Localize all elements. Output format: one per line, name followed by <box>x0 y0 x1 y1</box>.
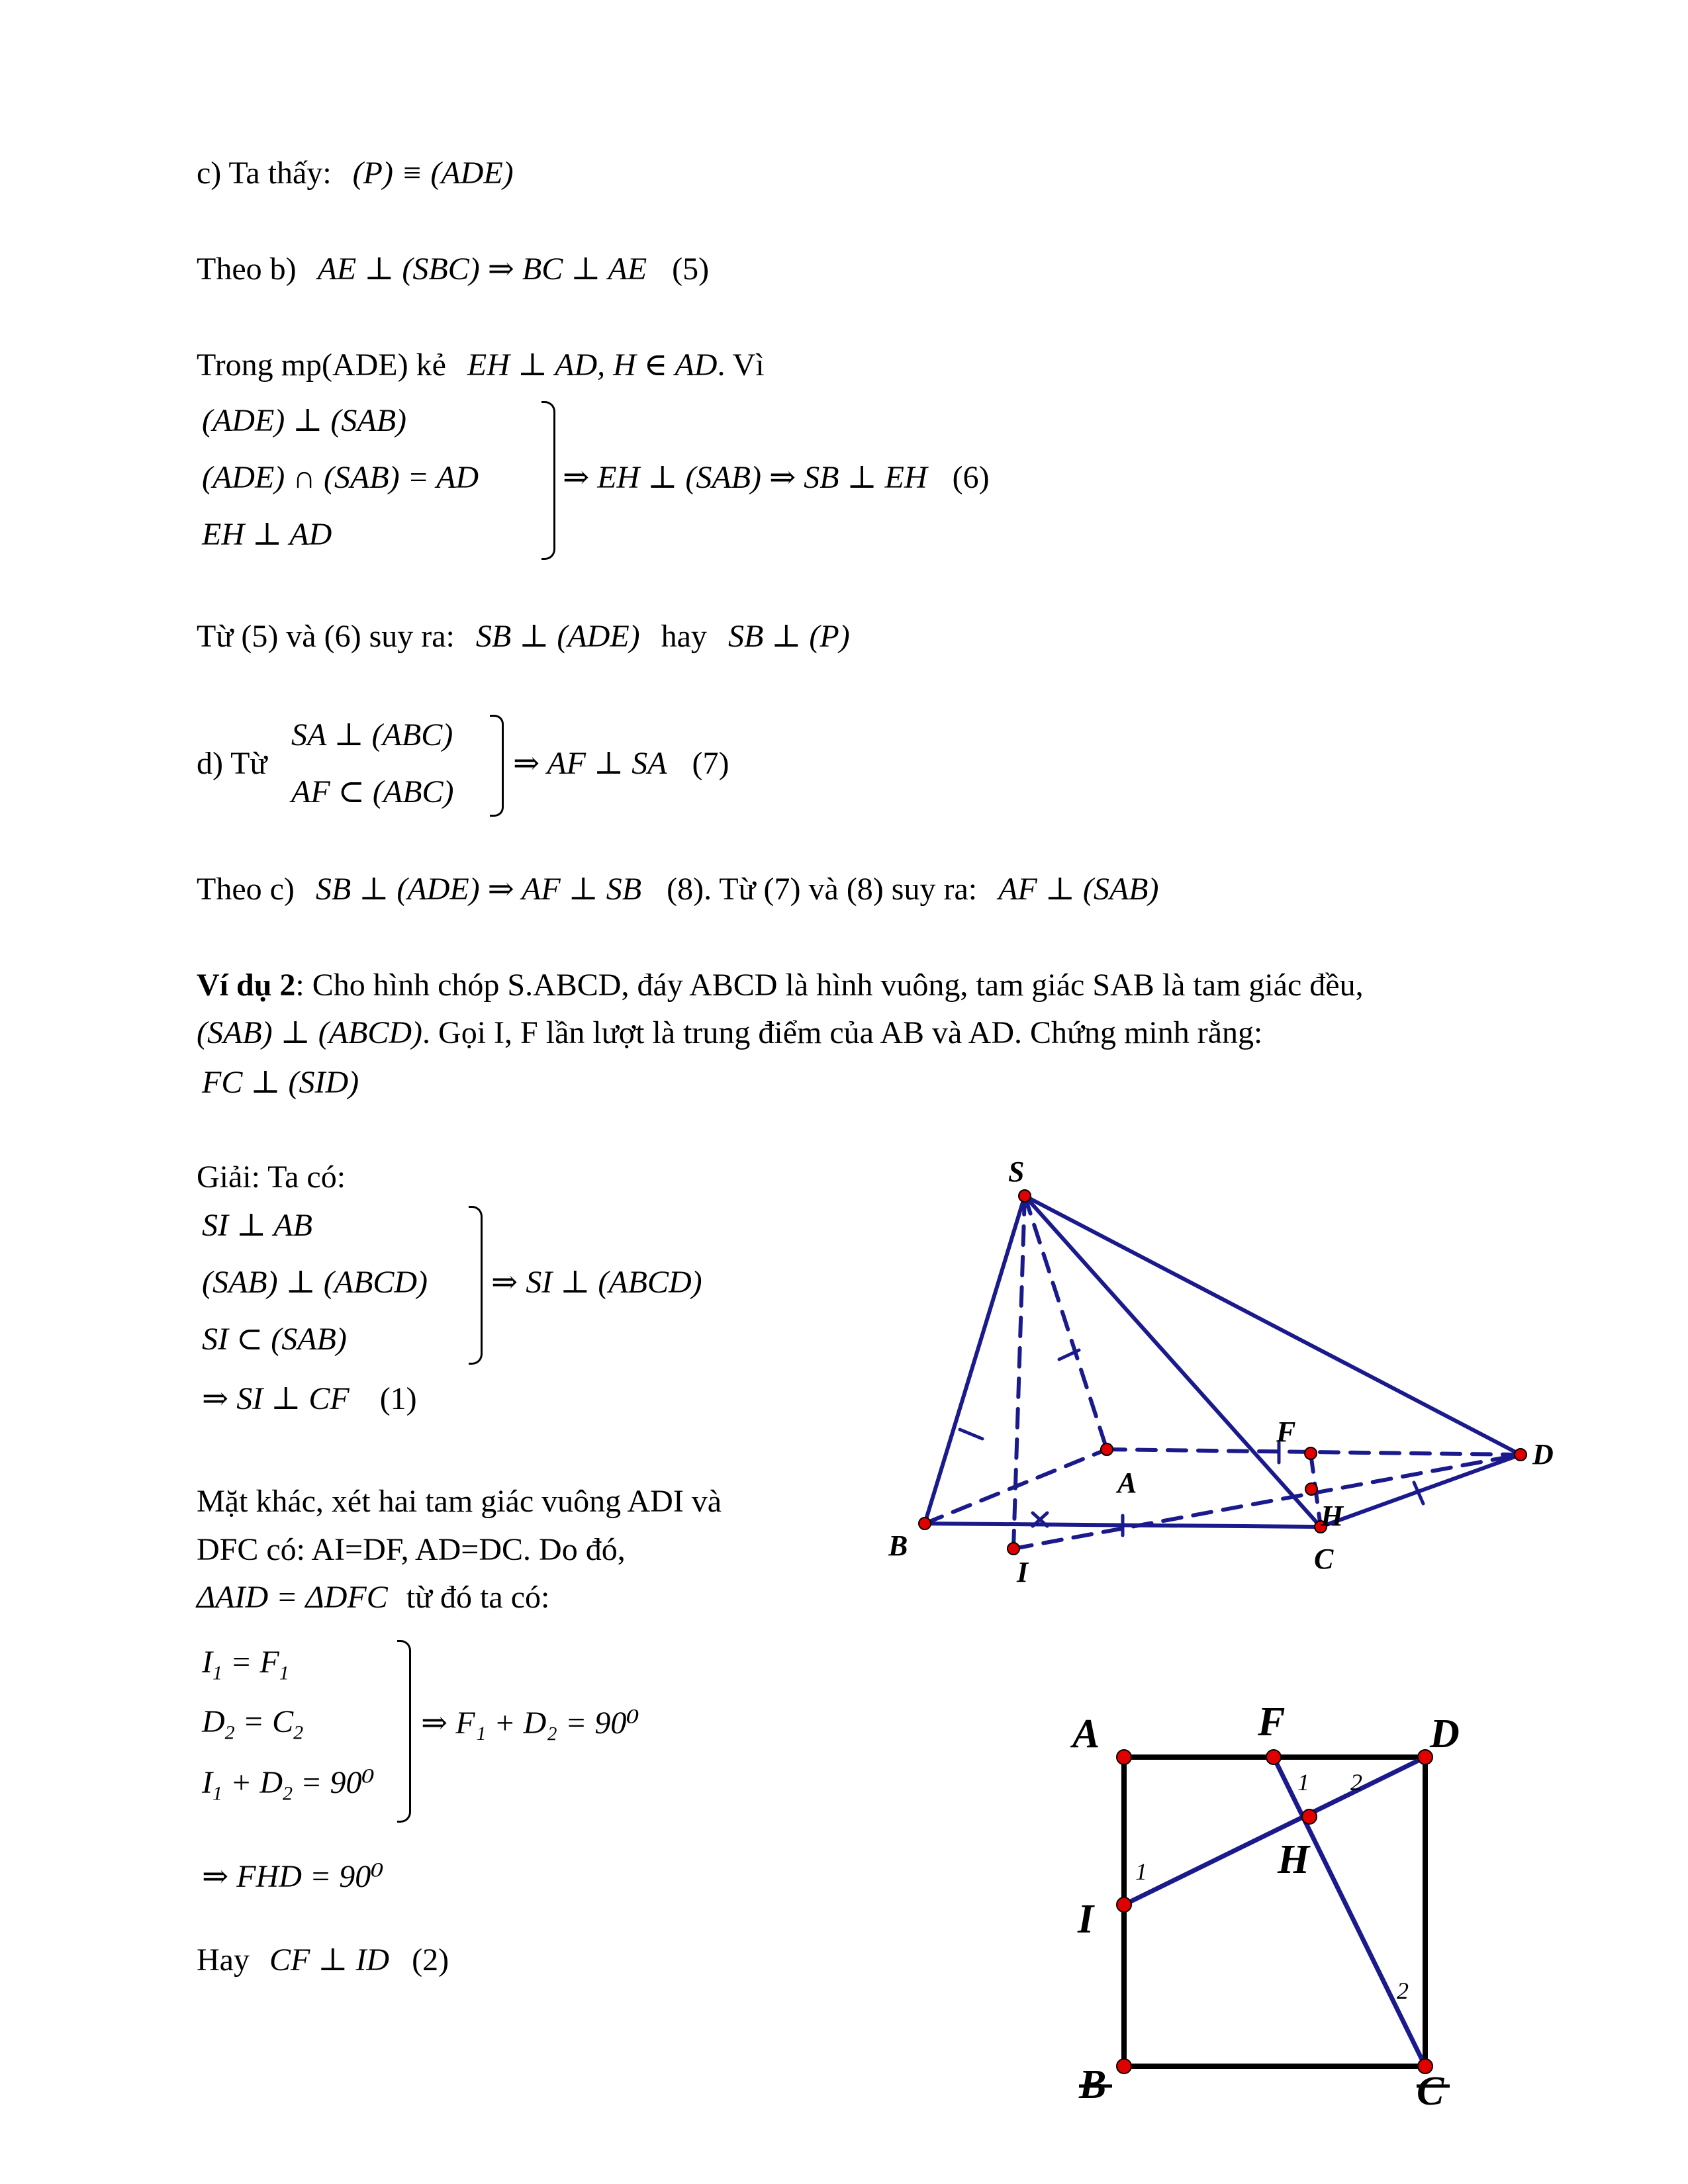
sq-label-H: H <box>1278 1837 1310 1882</box>
sq-point-B <box>1117 2059 1131 2073</box>
part-c-line-3-math: EH ⊥ AD, H ∈ AD <box>467 347 718 383</box>
label-C: C <box>1314 1543 1334 1575</box>
solution-system-1-brace <box>469 1206 483 1365</box>
row-3-op: + <box>222 1765 260 1800</box>
part-c-line-4-math-1: SB ⊥ (ADE) <box>475 619 640 654</box>
solution-system-2-result: ⇒ F₁ + D₂ = 90⁰ <box>421 1706 639 1741</box>
label-B: B <box>888 1529 908 1562</box>
point-B <box>919 1518 931 1529</box>
part-d-number: (7) <box>692 746 729 781</box>
part-c-line-2 <box>197 253 709 285</box>
row-3-rest: = 90⁰ <box>293 1765 375 1800</box>
part-c-system-1-number: (6) <box>952 460 990 495</box>
part-c-system-1-result <box>563 462 990 494</box>
part-c-system-1-brace <box>541 401 555 560</box>
angle-D2: 2 <box>1350 1769 1362 1796</box>
example-2-math-2: FC ⊥ (SID) <box>202 1065 359 1100</box>
square-figure <box>1046 1681 1496 2171</box>
label-S: S <box>1008 1156 1025 1188</box>
example-2-text-1: : Cho hình chóp S.ABCD, đáy ABCD là hình vuông, tam giác SAB là tam giác đều, <box>295 968 1364 1003</box>
label-H: H <box>1321 1500 1344 1532</box>
sq-label-I: I <box>1078 1897 1094 1942</box>
sq-label-C: C <box>1417 2069 1444 2114</box>
sq-label-A: A <box>1072 1711 1100 1756</box>
part-c-system-1-row-2: (ADE) ∩ (SAB) = AD <box>202 460 479 495</box>
sq-point-A <box>1117 1750 1131 1764</box>
solution-system-1-row-3: SI ⊂ (SAB) <box>202 1322 347 1357</box>
solution-system-1-row-1: SI ⊥ AB <box>202 1208 312 1243</box>
part-c-line-3-suffix: . Vì <box>717 347 765 383</box>
solution-final-math: CF ⊥ ID <box>269 1942 390 1978</box>
row-1-right: F <box>259 1645 279 1680</box>
point-I <box>1008 1543 1019 1555</box>
point-F <box>1305 1447 1317 1459</box>
part-c-line-2-number: (5) <box>672 251 710 287</box>
edge-SB <box>925 1196 1025 1524</box>
segment-FC <box>1274 1757 1425 2066</box>
point-D <box>1515 1449 1526 1461</box>
part-d-line-2-mid: . Từ (7) và (8) suy ra: <box>704 872 978 907</box>
row-2-left: D <box>202 1704 225 1739</box>
solution-paragraph-line-3 <box>197 1582 549 1614</box>
point-A <box>1101 1443 1113 1455</box>
example-2-label: Ví dụ 2 <box>197 968 296 1003</box>
part-c-line-1-math: (P) ≡ (ADE) <box>352 156 514 191</box>
row-3-right: D <box>259 1765 283 1800</box>
part-c-line-1-prefix: c) Ta thấy: <box>197 156 332 191</box>
solution-implication-1 <box>202 1383 417 1415</box>
row-2-right-sub: 2 <box>293 1721 304 1744</box>
part-d-line-2-math-2: AF ⊥ (SAB) <box>998 872 1159 907</box>
solution-implication-1-number: (1) <box>379 1381 417 1416</box>
part-d-system-row-2: AF ⊂ (ABC) <box>291 774 454 809</box>
part-c-line-3-prefix: Trong mp(ADE) kẻ <box>197 347 446 383</box>
part-d-line-2-math: SB ⊥ (ADE) ⇒ AF ⊥ SB <box>315 872 642 907</box>
solution-system-2-row-3 <box>202 1767 375 1804</box>
label-D: D <box>1532 1438 1554 1471</box>
row-1-left-sub: 1 <box>212 1662 222 1684</box>
angle-I1: 1 <box>1135 1858 1147 1885</box>
label-I: I <box>1017 1556 1029 1588</box>
row-1-right-sub: 1 <box>279 1662 289 1684</box>
example-2-line-2 <box>197 1017 1262 1049</box>
part-c-line-4-mid: hay <box>661 619 707 654</box>
edge-SD <box>1025 1196 1521 1455</box>
solution-system-1-row-2: (SAB) ⊥ (ABCD) <box>202 1265 428 1300</box>
sq-point-I <box>1117 1897 1131 1912</box>
row-3-left-sub: 1 <box>212 1782 222 1805</box>
part-d-line-2-number: (8) <box>667 872 704 907</box>
solution-system-2-row-1 <box>202 1647 289 1684</box>
label-A: A <box>1117 1467 1137 1499</box>
solution-final <box>197 1944 449 1976</box>
label-F: F <box>1276 1416 1296 1448</box>
angle-C2: 2 <box>1397 1978 1409 2004</box>
tick-SB <box>960 1430 982 1439</box>
row-1-left: I <box>202 1645 212 1680</box>
part-c-line-3 <box>197 349 765 381</box>
solution-paragraph-text: từ đó ta có: <box>406 1580 550 1615</box>
part-c-line-4 <box>197 621 850 653</box>
part-d-system-brace <box>490 715 504 817</box>
solution-paragraph-line-1: Mặt khác, xét hai tam giác vuông ADI và <box>197 1484 722 1519</box>
row-2-left-sub: 2 <box>224 1721 235 1744</box>
square-ABCD <box>1124 1757 1425 2066</box>
sq-label-D: D <box>1430 1711 1460 1756</box>
part-d-result-math: ⇒ AF ⊥ SA <box>513 746 667 781</box>
solution-final-prefix: Hay <box>197 1942 250 1978</box>
solution-paragraph-line-2: DFC có: AI=DF, AD=DC. Do đó, <box>197 1532 626 1567</box>
part-c-line-2-math: AE ⊥ (SBC) ⇒ BC ⊥ AE <box>317 251 647 287</box>
point-S <box>1019 1190 1031 1202</box>
part-c-system-1-row-1: (ADE) ⊥ (SAB) <box>202 403 407 438</box>
sq-point-H <box>1302 1809 1317 1824</box>
row-2-right: C <box>272 1704 294 1739</box>
angle-F1: 1 <box>1297 1769 1309 1796</box>
part-c-line-4-math-2: SB ⊥ (P) <box>727 619 850 654</box>
sq-label-F: F <box>1258 1700 1286 1745</box>
row-2-op: = <box>234 1704 273 1739</box>
hidden-edge-SI <box>1013 1196 1025 1549</box>
sq-point-F <box>1266 1750 1281 1764</box>
part-d-result <box>513 748 729 780</box>
point-H <box>1305 1483 1317 1495</box>
solution-implication-1-math: ⇒ SI ⊥ CF <box>202 1381 350 1416</box>
edge-SC <box>1025 1196 1321 1527</box>
part-d-prefix: d) Từ <box>197 746 267 781</box>
row-3-left: I <box>202 1765 212 1800</box>
part-c-system-1-result-math: ⇒ EH ⊥ (SAB) ⇒ SB ⊥ EH <box>563 460 927 495</box>
part-c-line-4-prefix: Từ (5) và (6) suy ra: <box>197 619 455 654</box>
part-d-system-row-1: SA ⊥ (ABC) <box>291 717 453 752</box>
example-2-text-2: . Gọi I, F lần lượt là trung điểm của AB và AD. Chứng minh rằng: <box>422 1015 1263 1050</box>
solution-intro: Giải: Ta có: <box>197 1160 346 1195</box>
solution-system-2-row-2 <box>202 1706 303 1743</box>
part-c-line-2-prefix: Theo b) <box>197 251 297 287</box>
part-c-system-1-row-3: EH ⊥ AD <box>202 517 332 552</box>
example-2-math-1: (SAB) ⊥ (ABCD) <box>197 1015 423 1050</box>
pyramid-figure <box>861 1138 1575 1681</box>
solution-system-2-brace <box>397 1640 411 1823</box>
part-c-line-1 <box>197 158 514 189</box>
solution-final-number: (2) <box>412 1942 449 1978</box>
example-2-line-1 <box>197 970 1364 1001</box>
row-1-op: = <box>222 1645 260 1680</box>
segment-ID <box>1124 1757 1425 1905</box>
sq-label-B: B <box>1079 2062 1107 2107</box>
row-3-right-sub: 2 <box>283 1782 293 1805</box>
solution-paragraph-math: ΔAID = ΔDFC <box>197 1580 388 1615</box>
edge-CD <box>1321 1455 1521 1527</box>
part-d-line-2-prefix: Theo c) <box>197 872 295 907</box>
part-d-line-2 <box>197 874 1158 905</box>
solution-implication-2: ⇒ FHD = 90⁰ <box>202 1859 384 1894</box>
solution-system-1-result: ⇒ SI ⊥ (ABCD) <box>491 1265 702 1300</box>
